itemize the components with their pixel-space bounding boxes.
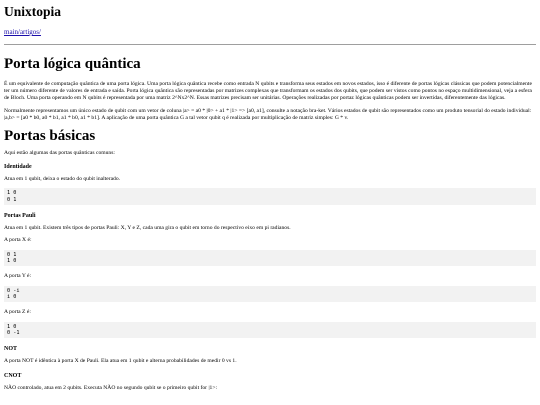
- article-title: Porta lógica quântica: [4, 56, 141, 72]
- pauli-x-matrix: [4, 250, 536, 267]
- breadcrumb-link-artigos[interactable]: artigos/: [19, 28, 41, 36]
- breadcrumb-link-main[interactable]: main/: [4, 28, 20, 36]
- pauli-y-label: A porta Y é:: [4, 273, 32, 280]
- matrix-row: 0 -i: [7, 287, 20, 294]
- cnot-description: NÃO controlado, atua em 2 qubits. Executa NÃO no segundo qubit se o primeiro qubit for |1>:: [4, 384, 218, 391]
- pauli-description: Atua em 1 qubit. Existem três tipos de portas Pauli: X, Y e Z, cada uma gira o qubit em torno do respectivo eixo em pi radianos.: [4, 225, 291, 232]
- not-heading: NOT: [4, 346, 18, 353]
- pauli-z-label: A porta Z é:: [4, 309, 31, 316]
- identity-description: Atua em 1 qubit, deixa o estado do qubit inalterado.: [4, 176, 121, 183]
- matrix-row: 0 1: [7, 196, 17, 203]
- matrix-row: 0 -1: [7, 330, 20, 337]
- matrix-row: 1 0: [7, 323, 17, 330]
- section-title-basic-gates: Portas básicas: [4, 128, 96, 145]
- identity-heading: Identidade: [4, 164, 32, 171]
- matrix-row: 1 0: [7, 258, 17, 265]
- pauli-heading: Portas Pauli: [4, 213, 36, 220]
- matrix-row: i 0: [7, 294, 17, 301]
- matrix-row: 1 0: [7, 190, 17, 197]
- site-title: Unixtopia: [4, 4, 62, 19]
- not-description: A porta NOT é idêntica à porta X de Pauli. Ela atua em 1 qubit e alterna probabilidades de medir 0 vs 1.: [4, 358, 237, 365]
- pauli-y-matrix: [4, 286, 536, 303]
- breadcrumb: [4, 28, 536, 37]
- matrix-row: 0 1: [7, 251, 17, 258]
- identity-matrix: [4, 188, 536, 205]
- cnot-heading: CNOT: [4, 372, 22, 379]
- header-divider: [4, 44, 536, 45]
- basic-gates-intro: Aqui estão algumas das portas quânticas comuns:: [4, 150, 115, 157]
- pauli-x-label: A porta X é:: [4, 237, 32, 244]
- pauli-z-matrix: [4, 322, 536, 339]
- intro-paragraph-1: É um equivalente de computação quântica de uma porta lógica. Uma porta lógica quântica recebe como entrada N qubits e transforma seus estados em novos estados, isso é diferente de portas lógicas clássicas que podem potencialmente ter um número diferente de valores de entrada e saída. Porta lógica quântica são representadas por matrizes complexas que transformam os estados dos qubits, que podem ser vistos como pontos no espaço multidimensional, veja a esfera de Bloch. Uma porta operando em N qubits é representada por uma matriz 2^Nx2^N. Essas matrizes precisam ser unitárias. Operações realizadas por portaz lógicas quânticas podem ser invertidas, diferentemente das lógicas.: [4, 81, 532, 102]
- intro-paragraph-2: Normalmente representamos um único estado de qubit com um vetor de coluna |a> = a0 * |0> + a1 * |1> => [a0, a1], consulte a notação bra-ket. Vários estados de qubit são representados como um produto tensorial do estado individual: |a,b> = [a0 * b0, a0 * b1, a1 * b0, a1 * b1]. A aplicação de uma porta quântica G a tal vetor qubit q é realizada por multiplicação de matriz simples: G * v.: [4, 107, 532, 121]
